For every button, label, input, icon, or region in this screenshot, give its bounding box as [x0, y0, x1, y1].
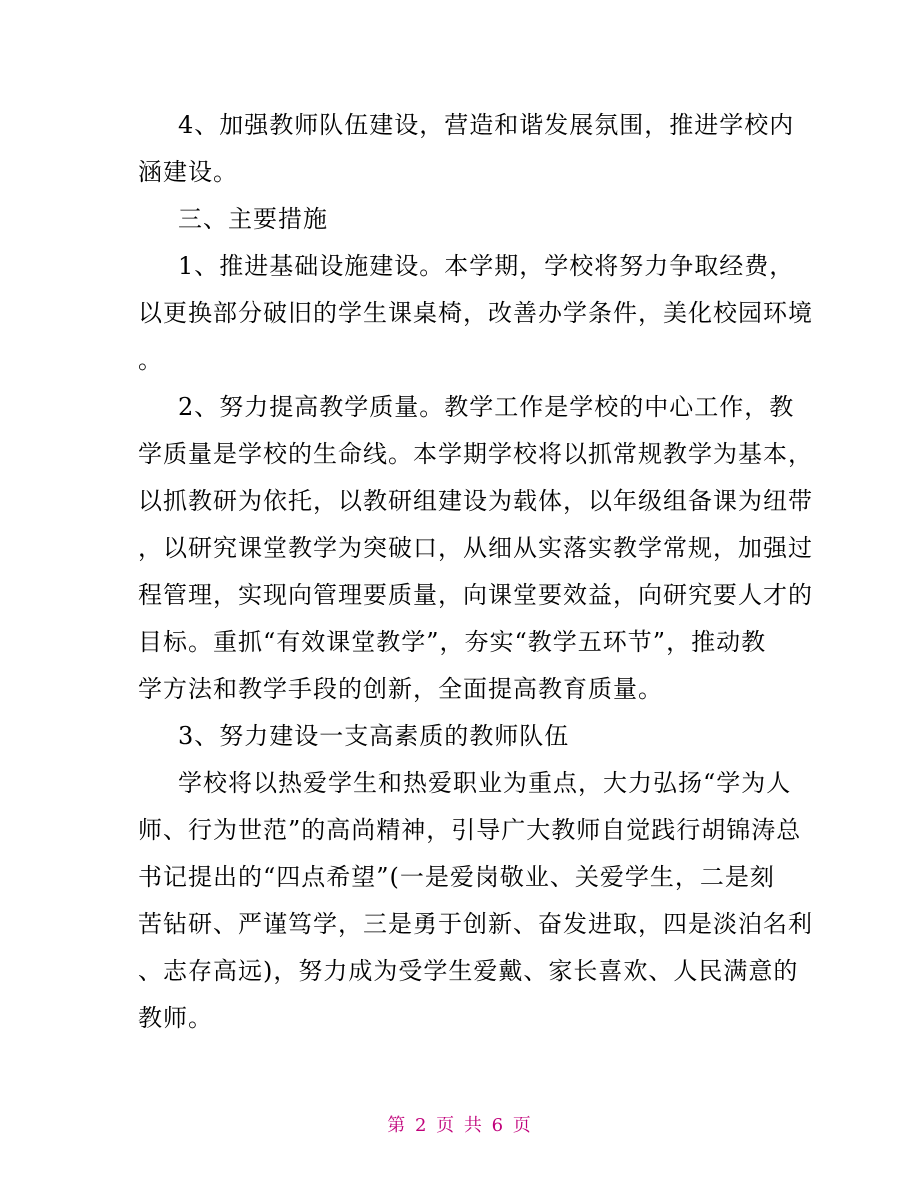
section-heading: 三、主要措施: [178, 205, 328, 233]
paragraph-line: 书记提出的“四点希望”(一是爱岗敬业、关爱学生，二是刻: [138, 863, 775, 891]
paragraph-line: 3、努力建设一支高素质的教师队伍: [178, 722, 570, 750]
paragraph-line: 以更换部分破旧的学生课桌椅，改善办学条件，美化校园环境: [138, 299, 813, 327]
paragraph-line: 1、推进基础设施建设。本学期，学校将努力争取经费，: [178, 252, 795, 280]
paragraph-line: 学质量是学校的生命线。本学期学校将以抓常规教学为基本，: [138, 440, 813, 468]
paragraph-line: 师、行为世范”的高尚精神，引导广大教师自觉践行胡锦涛总: [138, 816, 802, 844]
paragraph-line: 。: [138, 346, 163, 374]
paragraph-line: 程管理，实现向管理要质量，向课堂要效益，向研究要人才的: [138, 581, 813, 609]
paragraph-line: 学方法和教学手段的创新，全面提高教育质量。: [138, 675, 663, 703]
paragraph-line: 苦钻研、严谨笃学，三是勇于创新、奋发进取，四是淡泊名利: [138, 910, 813, 938]
paragraph-line: 目标。重抓“有效课堂教学”，夯实“教学五环节”，推动教: [138, 628, 767, 656]
paragraph-line: 2、努力提高教学质量。教学工作是学校的中心工作，教: [178, 393, 795, 421]
paragraph-line: 学校将以热爱学生和热爱职业为重点，大力弘扬“学为人: [178, 769, 792, 797]
paragraph-line: 、志存高远)，努力成为受学生爱戴、家长喜欢、人民满意的: [138, 957, 799, 985]
paragraph-line: 教师。: [138, 1004, 213, 1032]
paragraph-line: 以抓教研为依托，以教研组建设为载体，以年级组备课为纽带: [138, 487, 813, 515]
paragraph-line: 4、加强教师队伍建设，营造和谐发展氛围，推进学校内: [178, 111, 795, 139]
paragraph-line: ，以研究课堂教学为突破口，从细从实落实教学常规，加强过: [138, 534, 813, 562]
page-number-footer: 第 2 页 共 6 页: [387, 1115, 533, 1136]
paragraph-line: 涵建设。: [138, 158, 238, 186]
